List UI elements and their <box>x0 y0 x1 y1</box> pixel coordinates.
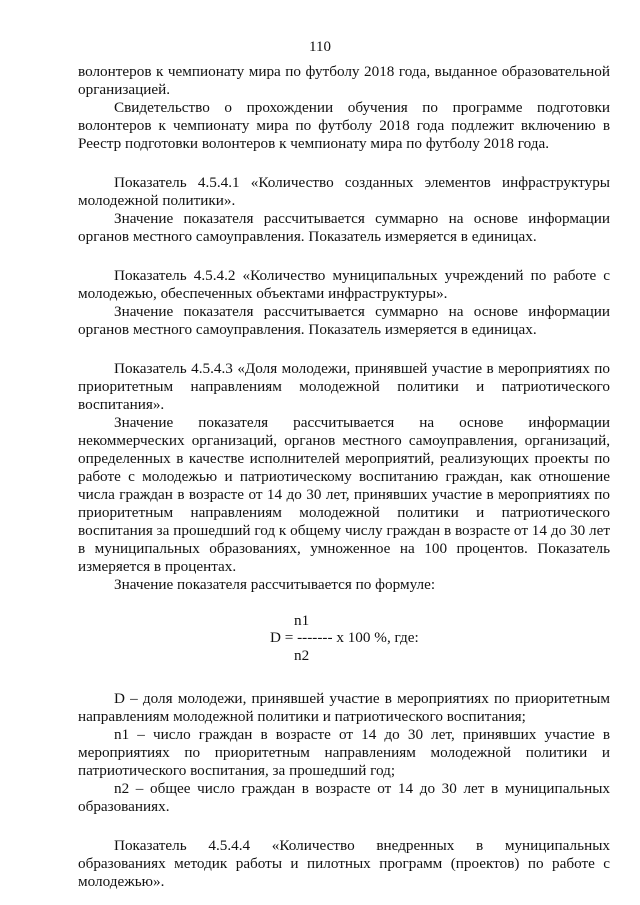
definition: n1 – число граждан в возрасте от 14 до 30 лет, принявших участие в мероприятиях по приоритетным направлениям молодежной политики и патриотического воспитания, за прошедший год; <box>78 726 610 779</box>
paragraph: Значение показателя рассчитывается на основе информации некоммерческих организаций, органов местного самоуправления, организаций, определенных в качестве исполнителей мероприятий, реализующих проекты по работе с молодежью и патриотическому воспитанию граждан, как отношение числа граждан в возрасте от 14 до 30 лет, принявших участие в мероприятиях по приоритетным направлениям молодежной политики и патриотического воспитания за прошедший год к общему числу граждан в возрасте от 14 до 30 лет в муниципальных образованиях, умноженное на 100 процентов. Показатель измеряется в процентах. <box>78 414 610 575</box>
formula-denominator: n2 <box>294 647 310 664</box>
formula-numerator: n1 <box>294 612 310 629</box>
indicator-heading: Показатель 4.5.4.4 «Количество внедренных в муниципальных образованиях методик работы и пилотных программ (проектов) по работе с молодежью». <box>78 837 610 890</box>
indicator-heading: Показатель 4.5.4.3 «Доля молодежи, принявшей участие в мероприятиях по приоритетным направлениям молодежной политики и патриотического воспитания». <box>78 360 610 413</box>
indicator-heading: Показатель 4.5.4.2 «Количество муниципальных учреждений по работе с молодежью, обеспеченных объектами инфраструктуры». <box>78 267 610 302</box>
formula-expression: D = ------- x 100 %, где: <box>270 629 419 646</box>
definition: n2 – общее число граждан в возрасте от 14 до 30 лет в муниципальных образованиях. <box>78 780 610 815</box>
formula <box>78 610 610 664</box>
paragraph: Свидетельство о прохождении обучения по программе подготовки волонтеров к чемпионату мира по футболу 2018 года подлежит включению в Реестр подготовки волонтеров к чемпионату мира по футболу 2018 года. <box>78 99 610 152</box>
paragraph: Значение показателя рассчитывается по формуле: <box>114 576 436 593</box>
document-body <box>78 63 610 891</box>
paragraph: Значение показателя рассчитывается суммарно на основе информации органов местного самоуправления. Показатель измеряется в единицах. <box>78 303 610 338</box>
page-number: 110 <box>309 39 331 55</box>
paragraph: волонтеров к чемпионату мира по футболу 2018 года, выданное образовательной организацией. <box>78 63 610 98</box>
paragraph: Значение показателя рассчитывается суммарно на основе информации органов местного самоуправления. Показатель измеряется в единицах. <box>78 210 610 245</box>
indicator-heading: Показатель 4.5.4.1 «Количество созданных элементов инфраструктуры молодежной политики». <box>78 174 610 209</box>
definition: D – доля молодежи, принявшей участие в мероприятиях по приоритетным направлениям молодежной политики и патриотического воспитания; <box>78 690 610 725</box>
